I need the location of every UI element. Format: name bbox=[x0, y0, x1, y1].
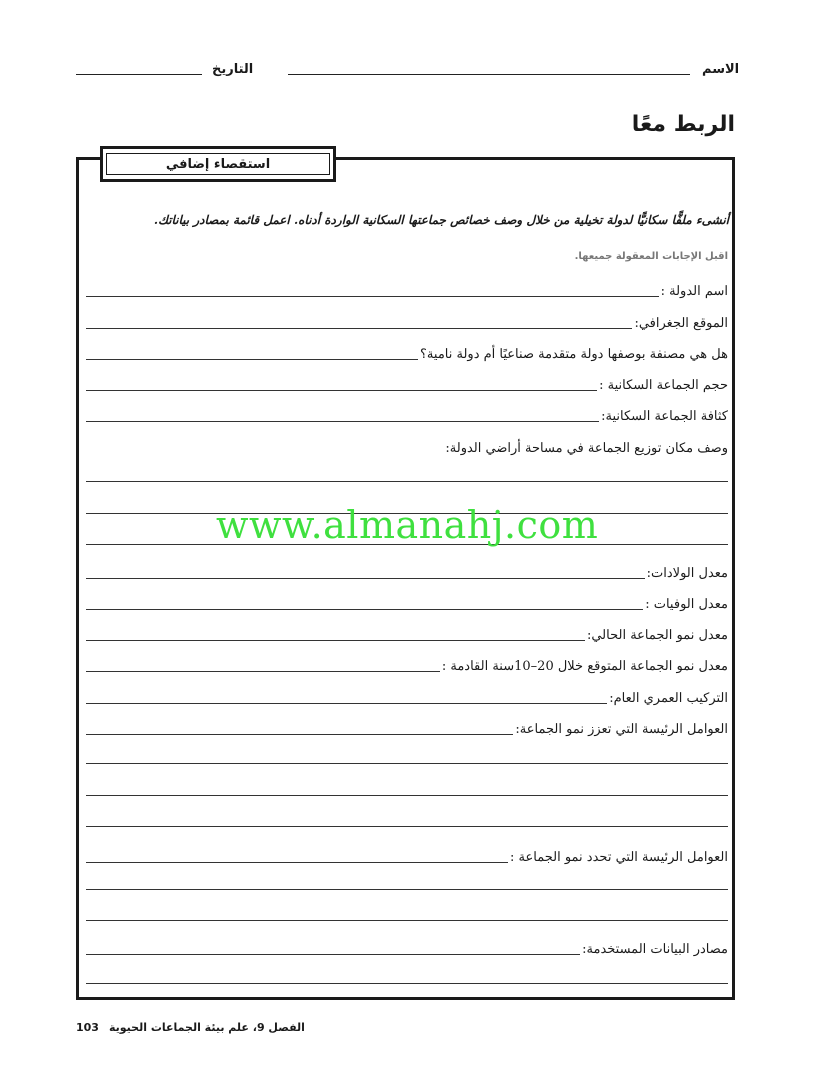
watermark-text: www.almanahj.com bbox=[216, 503, 599, 547]
page-footer bbox=[76, 1021, 305, 1034]
field-current-growth-rate[interactable] bbox=[86, 623, 728, 645]
field-label: العوامل الرئيسة التي تحدد نمو الجماعة : bbox=[510, 850, 728, 865]
field-label: حجم الجماعة السكانية : bbox=[599, 378, 728, 393]
field-label: اسم الدولة : bbox=[660, 284, 728, 299]
answer-line[interactable] bbox=[86, 671, 440, 672]
field-age-structure[interactable] bbox=[86, 686, 728, 708]
field-label: العوامل الرئيسة التي تعزز نمو الجماعة: bbox=[515, 722, 728, 737]
section-tab bbox=[100, 146, 336, 182]
answer-line[interactable] bbox=[86, 954, 580, 955]
page-number: 103 bbox=[76, 1021, 99, 1034]
field-distribution bbox=[86, 436, 728, 458]
answer-line[interactable] bbox=[86, 640, 585, 641]
instruction-text: أنشىء ملفًّا سكانيًّا لدولة تخيلية من خلال وصف خصائص جماعتها السكانية الواردة أدناه. اعمل قائمة بمصادر بياناتك. bbox=[153, 213, 729, 227]
answer-line[interactable] bbox=[86, 763, 728, 764]
date-label: التاريخ bbox=[212, 62, 254, 77]
answer-line[interactable] bbox=[86, 328, 632, 329]
footer-chapter: الفصل 9، علم بيئة الجماعات الحيوية bbox=[108, 1021, 305, 1034]
field-label: معدل الوفيات : bbox=[645, 597, 728, 612]
field-label: معدل نمو الجماعة الحالي: bbox=[586, 628, 728, 643]
answer-line[interactable] bbox=[86, 609, 643, 610]
answer-line[interactable] bbox=[86, 390, 597, 391]
page-title: الربط معًا bbox=[631, 112, 735, 137]
field-label: معدل نمو الجماعة المتوقع خلال 20–10سنة القادمة : bbox=[441, 659, 728, 674]
field-country-name[interactable] bbox=[86, 279, 728, 301]
answer-line[interactable] bbox=[86, 920, 728, 921]
answer-line[interactable] bbox=[86, 703, 607, 704]
field-population-size[interactable] bbox=[86, 373, 728, 395]
field-label: التركيب العمري العام: bbox=[609, 691, 728, 706]
field-label: الموقع الجغرافي: bbox=[634, 316, 728, 331]
field-growth-limiting-factors[interactable] bbox=[86, 845, 728, 867]
field-death-rate[interactable] bbox=[86, 592, 728, 614]
answer-line[interactable] bbox=[86, 983, 728, 984]
answer-line[interactable] bbox=[86, 421, 599, 422]
field-growth-promoting-factors[interactable] bbox=[86, 717, 728, 739]
field-label: هل هي مصنفة بوصفها دولة متقدمة صناعيًا أم دولة نامية؟ bbox=[420, 347, 728, 362]
field-development-status[interactable] bbox=[86, 342, 728, 364]
field-data-sources[interactable] bbox=[86, 937, 728, 959]
note-text: اقبل الإجابات المعقولة جميعها. bbox=[574, 251, 728, 262]
field-label: معدل الولادات: bbox=[646, 566, 728, 581]
field-label: كثافة الجماعة السكانية: bbox=[601, 409, 728, 424]
answer-line[interactable] bbox=[86, 578, 645, 579]
answer-line[interactable] bbox=[86, 889, 728, 890]
date-line[interactable] bbox=[76, 74, 202, 75]
name-label: الاسم bbox=[702, 62, 740, 77]
section-tab-label: استقصاء إضافي bbox=[106, 153, 330, 175]
name-line[interactable] bbox=[288, 74, 690, 75]
answer-line[interactable] bbox=[86, 862, 508, 863]
answer-line[interactable] bbox=[86, 826, 728, 827]
answer-line[interactable] bbox=[86, 795, 728, 796]
field-projected-growth-rate[interactable] bbox=[86, 654, 728, 676]
answer-line[interactable] bbox=[86, 359, 418, 360]
field-geographic-location[interactable] bbox=[86, 311, 728, 333]
answer-line[interactable] bbox=[86, 734, 513, 735]
field-population-density[interactable] bbox=[86, 404, 728, 426]
field-label: وصف مكان توزيع الجماعة في مساحة أراضي الدولة: bbox=[445, 441, 728, 456]
answer-line[interactable] bbox=[86, 481, 728, 482]
answer-line[interactable] bbox=[86, 296, 659, 297]
field-birth-rate[interactable] bbox=[86, 561, 728, 583]
field-label: مصادر البيانات المستخدمة: bbox=[582, 942, 728, 957]
